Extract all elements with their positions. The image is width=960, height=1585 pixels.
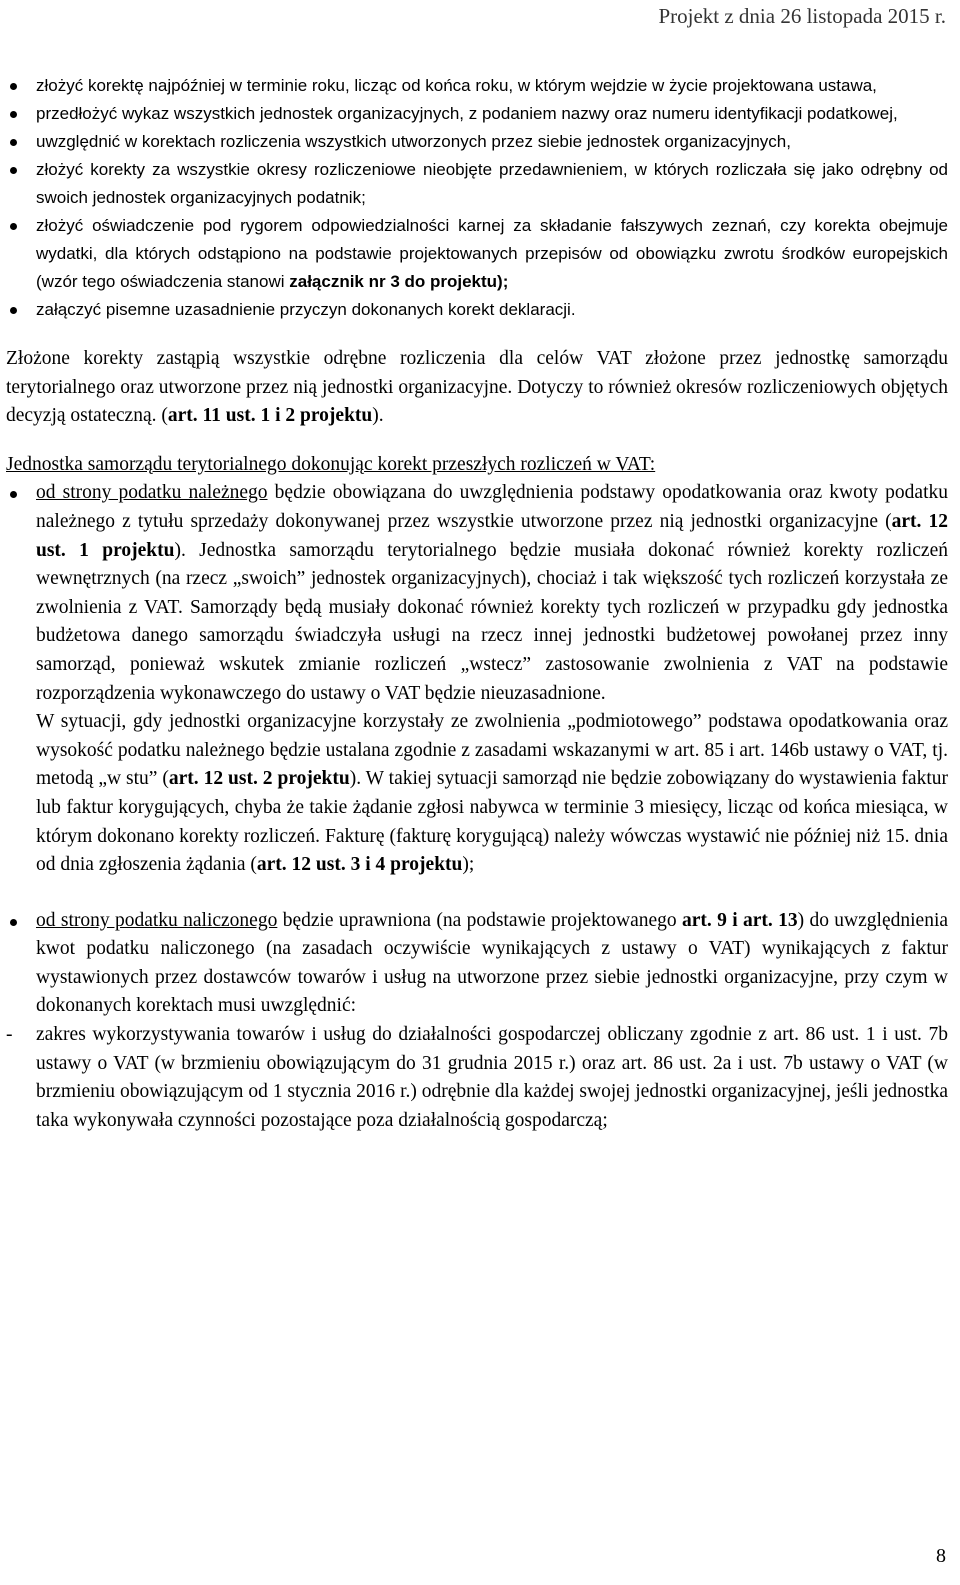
list-item: złożyć korekty za wszystkie okresy rozliczeniowe nieobjęte przedawnieniem, w których rozliczała się jako odrębny od swoich jednostek organizacyjnych podatnik; [6,156,948,212]
corrections-paragraph: Złożone korekty zastąpią wszystkie odrębne rozliczenia dla celów VAT złożone przez jednostkę samorządu terytorialnego oraz utworzone przez nią jednostki organizacyjne. Dotyczy to również okresów rozliczeniowych objętych decyzją ostateczną. (art. 11 ust. 1 i 2 projektu). [6,348,948,427]
document-content [6,72,948,1135]
dash-list-item: - zakres wykorzystywania towarów i usług do działalności gospodarczej obliczany zgodnie z art. 86 ust. 1 i ust. 7b ustawy o VAT (w brzmieniu obowiązującym do 31 grudnia 2015 r.) oraz art. 86 ust. 2a i ust. 7b ustawy o VAT (w brzmieniu obowiązującym od 1 stycznia 2016 r.) odrębnie dla każdej swojej jednostki organizacyjnej, jeśli jednostka taka wykonywała czynności pozostające poza działalnością gospodarczą; [6,1021,948,1135]
list-item: złożyć korektę najpóźniej w terminie roku, licząc od końca roku, w którym wejdzie w życie projektowana ustawa, [6,72,948,100]
output-tax-term: od strony podatku należnego [36,482,268,504]
article-reference: art. 12 ust. 3 i 4 projektu [256,854,463,876]
section-heading: Jednostka samorządu terytorialnego dokonując korekt przeszłych rozliczeń w VAT: [6,453,656,475]
input-tax-term: od strony podatku naliczonego [36,909,278,931]
page-number: 8 [936,1545,946,1567]
tax-correction-list [6,479,948,1021]
list-item: załączyć pisemne uzasadnienie przyczyn dokonanych korekt deklaracji. [6,296,948,324]
list-item: przedłożyć wykaz wszystkich jednostek organizacyjnych, z podaniem nazwy oraz numeru identyfikacji podatkowej, [6,100,948,128]
article-reference: art. 9 i art. 13 [681,909,798,931]
list-item-output-tax: od strony podatku należnego będzie obowiązana do uwzględnienia podstawy opodatkowania oraz kwoty podatku należnego z tytułu sprzedaży dokonywanej przez wszystkie utworzone przez nią jednostki organizacyjne (art. 12 ust. 1 projektu). Jednostka samorządu terytorialnego będzie musiała dokonać również korekty rozliczeń wewnętrznych (na rzecz „swoich” jednostek organizacyjnych), chociaż i tak większość tych rozliczeń korzystała ze zwolnienia z VAT. Samorządy będą musiały dokonać również korekty tych rozliczeń w przypadku gdy jednostka budżetowa danego samorządu świadczyła usługi na rzecz innej jednostki budżetowej powołanej przez inny samorząd, ponieważ wskutek zmianie rozliczeń „wstecz” zastosowanie zwolnienia z VAT na podstawie rozporządzenia wykonawczego do ustawy o VAT będzie nieuzasadnione. W sytuacji, gdy jednostki organizacyjne korzystały ze zwolnienia „podmiotowego” podstawa opodatkowania oraz wysokość podatku należnego będzie ustalana zgodnie z zasadami wskazanymi w art. 85 i art. 146b ustawy o VAT, tj. metodą „w stu” (art. 12 ust. 2 projektu). W takiej sytuacji samorząd nie będzie zobowiązany do wystawienia faktur lub faktur korygujących, chyba że takie żądanie zgłosi nabywca w terminie 3 miesięcy, licząc od końca miesiąca, w którym dokonano korekty rozliczeń. Fakturę (fakturę korygującą) należy wówczas wystawić nie później niż 15. dnia od dnia zgłoszenia żądania (art. 12 ust. 3 i 4 projektu); [6,479,948,879]
requirements-list [6,72,948,324]
list-item-input-tax: od strony podatku naliczonego będzie uprawniona (na podstawie projektowanego art. 9 i art. 13) do uwzględnienia kwot podatku naliczonego (na zasadach oczywiście wynikających z ustawy o VAT) wynikających z faktur wystawionych przez dostawców towarów i usług na utworzone przez siebie jednostki organizacyjne, przy czym w dokonanych korektach musi uwzględnić: [6,907,948,1021]
list-item: złożyć oświadczenie pod rygorem odpowiedzialności karnej za składanie fałszywych zeznań, czy korekta obejmuje wydatki, dla których odstąpiono na podstawie projektowanych przepisów od obowiązku zwrotu środków europejskich (wzór tego oświadczenia stanowi załącznik nr 3 do projektu); [6,212,948,296]
dash-marker: - [6,1024,13,1046]
article-reference: art. 11 ust. 1 i 2 projektu [167,405,373,427]
article-reference: art. 12 ust. 2 projektu [168,768,350,790]
attachment-reference: załącznik nr 3 do projektu); [289,272,509,291]
project-date-header: Projekt z dnia 26 listopada 2015 r. [658,4,946,28]
list-item: uwzględnić w korektach rozliczenia wszystkich utworzonych przez siebie jednostek organizacyjnych, [6,128,948,156]
article-reference: art. 12 ust. 1 projektu [36,510,948,561]
